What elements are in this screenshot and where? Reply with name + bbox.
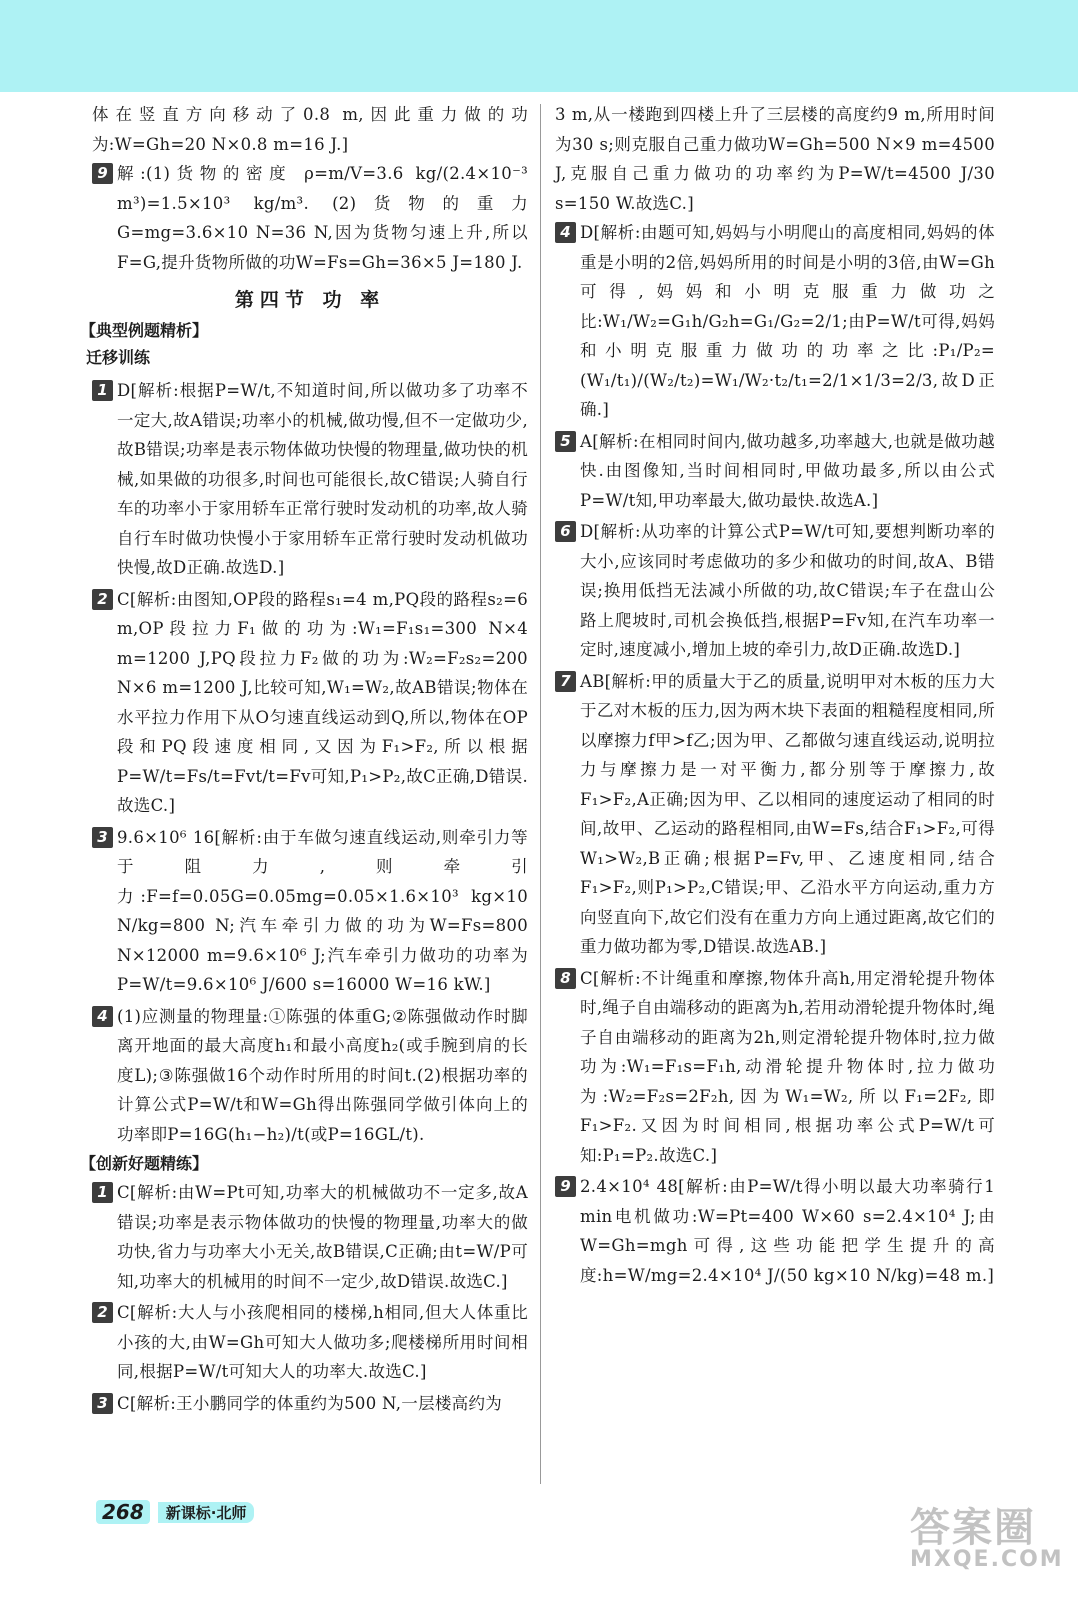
answer-item	[92, 1178, 528, 1296]
answer-item	[555, 1172, 995, 1290]
question-number: 5	[555, 431, 576, 452]
answer-text: 解:(1)货物的密度 ρ=m/V=3.6 kg/(2.4×10⁻³ m³)=1.5×10³ kg/m³. (2)货物的重力G=mg=3.6×10 N=36 N,因为货物匀速上升,所以F=G,提升货物所做的功W=Fs=Gh=36×5 J=180 J.	[117, 164, 528, 272]
question-number: 3	[92, 1393, 113, 1414]
answer-item	[555, 964, 995, 1171]
continuation-text: 体在竖直方向移动了0.8 m,因此重力做的功为:W=Gh=20 N×0.8 m=16 J.]	[92, 105, 528, 154]
answer-item	[92, 1298, 528, 1387]
answer-item	[92, 1002, 528, 1150]
question-number: 4	[92, 1006, 113, 1027]
question-number: 2	[92, 1302, 113, 1323]
section-title: 第四节 功 率	[234, 289, 386, 311]
question-number: 7	[555, 671, 576, 692]
watermark-logo	[910, 1496, 1064, 1596]
answer-item	[555, 218, 995, 425]
watermark-mark: 答案圈	[910, 1505, 1036, 1551]
page-number: 268	[96, 1500, 150, 1524]
heading-typical-examples: 【典型例题精析】	[80, 321, 209, 340]
answer-item	[555, 427, 995, 516]
answer-text: C[解析:不计绳重和摩擦,物体升高h,用定滑轮提升物体时,绳子自由端移动的距离为h,若用动滑轮提升物体时,绳子自由端移动的距离为2h,则定滑轮提升物体时,拉力做功为:W₁=F₁s=F₁h,动滑轮提升物体时,拉力做功为:W₂=F₂s=2F₂h,因为W₁=W₂,所以F₁=2F₂,即F₁>F₂.又因为时间相同,根据功率公式P=W/t可知:P₁=P₂.故选C.]	[580, 968, 995, 1165]
left-column	[80, 100, 528, 1420]
question-number: 4	[555, 222, 576, 243]
answer-text: D[解析:由题可知,妈妈与小明爬山的高度相同,妈妈的体重是小明的2倍,妈妈所用的时间是小明的3倍,由W=Gh可得,妈妈和小明克服重力做功之比:W₁/W₂=G₁h/G₂h=G₁/G₂=2/1;由P=W/t可得,妈妈和小明克服重力做功的功率之比:P₁/P₂=(W₁/t₁)/(W₂/t₂)=W₁/W₂·t₂/t₁=2/1×1/3=2/3,故D正确.]	[580, 223, 995, 419]
answer-text: D[解析:从功率的计算公式P=W/t可知,要想判断功率的大小,应该同时考虑做功的多少和做功的时间,故A、B错误;换用低挡无法减小所做的功,故C错误;车子在盘山公路上爬坡时,司机会换低挡,根据P=Fv知,在汽车功率一定时,速度减小,增加上坡的牵引力,故D正确.故选D.]	[580, 522, 995, 659]
heading-innovative-problems: 【创新好题精练】	[80, 1154, 209, 1173]
question-number: 9	[555, 1176, 576, 1197]
question-number: 6	[555, 521, 576, 542]
answer-text: C[解析:由图知,OP段的路程s₁=4 m,PQ段的路程s₂=6 m,OP段拉力F₁做的功为:W₁=F₁s₁=300 N×4 m=1200 J,PQ段拉力F₂做的功为:W₂=F₂s₂=200 N×6 m=1200 J,比较可知,W₁=W₂,故AB错误;物体在水平拉力作用下从O匀速直线运动到Q,所以,物体在OP段和PQ段速度相同,又因为F₁>F₂,所以根据P=W/t=Fs/t=Fvt/t=Fv可知,P₁>P₂,故C正确,D错误.故选C.]	[117, 589, 528, 815]
answer-item	[92, 585, 528, 821]
question-number: 1	[92, 1182, 113, 1203]
continuation-text: 3 m,从一楼跑到四楼上升了三层楼的高度约9 m,所用时间为30 s;则克服自己重力做功W=Gh=500 N×9 m=4500 J,克服自己重力做功的功率约为P=W/t=4500 J/30 s=150 W.故选C.]	[555, 105, 995, 213]
answer-item	[92, 159, 528, 277]
footer-label: 新课标·北师	[158, 1502, 255, 1523]
answer-item	[92, 1389, 528, 1419]
answer-text: C[解析:大人与小孩爬相同的楼梯,h相同,但大人体重比小孩的大,由W=Gh可知大人做功多;爬楼梯所用时间相同,根据P=W/t可知大人的功率大.故选C.]	[117, 1303, 528, 1381]
answer-item	[92, 823, 528, 1000]
question-number: 2	[92, 589, 113, 610]
question-number: 3	[92, 827, 113, 848]
right-column	[555, 100, 995, 1292]
answer-text: A[解析:在相同时间内,做功越多,功率越大,也就是做功越快.由图像知,当时间相同时,甲做功最多,所以由公式P=W/t知,甲功率最大,做功最快.故选A.]	[580, 431, 995, 510]
question-number: 8	[555, 968, 576, 989]
answer-item	[92, 376, 528, 583]
watermark-url: MXQE.COM	[910, 1547, 1064, 1572]
answer-text: 9.6×10⁶ 16[解析:由于车做匀速直线运动,则牵引力等于阻力,则牵引力:F=f=0.05G=0.05mg=0.05×1.6×10³ kg×10 N/kg=800 N;汽车牵引力做的功为W=Fs=800 N×12000 m=9.6×10⁶ J;汽车牵引力做功的功率为P=W/t=9.6×10⁶ J/600 s=16000 W=16 kW.]	[117, 827, 528, 994]
answer-text: (1)应测量的物理量:①陈强的体重G;②陈强做动作时脚离开地面的最大高度h₁和最小高度h₂(或手腕到肩的长度L);③陈强做16个动作时所用的时间t.(2)根据功率的计算公式P=W/t和W=Gh得出陈强同学做引体向上的功率即P=16G(h₁−h₂)/t(或P=16GL/t).	[117, 1006, 528, 1144]
answer-text: C[解析:由W=Pt可知,功率大的机械做功不一定多,故A错误;功率是表示物体做功的快慢的物理量,功率大的做功快,省力与功率大小无关,故B错误,C正确;由t=W/P可知,功率大的机械用的时间不一定少,故D错误.故选C.]	[117, 1183, 528, 1291]
answer-text: 2.4×10⁴ 48[解析:由P=W/t得小明以最大功率骑行1 min电机做功:W=Pt=400 W×60 s=2.4×10⁴ J;由W=Gh=mgh可得,这些功能把学生提升的高度:h=W/mg=2.4×10⁴ J/(50 kg×10 N/kg)=48 m.]	[580, 1177, 995, 1285]
answer-text: C[解析:王小鹏同学的体重约为500 N,一层楼高约为	[117, 1393, 503, 1413]
top-color-band	[0, 0, 1078, 92]
answer-text: AB[解析:甲的质量大于乙的质量,说明甲对木板的压力大于乙对木板的压力,因为两木块下表面的粗糙程度相同,所以摩擦力f甲>f乙;因为甲、乙都做匀速直线运动,说明拉力与摩擦力是一对平衡力,都分别等于摩擦力,故F₁>F₂,A正确;因为甲、乙以相同的速度运动了相同的时间,故甲、乙运动的路程相同,由W=Fs,结合F₁>F₂,可得W₁>W₂,B正确;根据P=Fv,甲、乙速度相同,结合F₁>F₂,则P₁>P₂,C错误;甲、乙沿水平方向运动,重力方向竖直向下,故它们没有在重力方向上通过距离,故它们的重力做功都为零,D错误.故选AB.]	[580, 671, 995, 956]
answer-item	[555, 517, 995, 665]
answer-item	[555, 667, 995, 962]
page-footer	[96, 1500, 254, 1524]
column-divider	[540, 104, 541, 1484]
answer-text: D[解析:根据P=W/t,不知道时间,所以做功多了功率不一定大,故A错误;功率小的机械,做功慢,但不一定做功少,故B错误;功率是表示物体做功快慢的物理量,做功快的机械,如果做的功很多,时间也可能很长,故C错误;人骑自行车的功率小于家用轿车正常行驶时发动机的功率,故人骑自行车时做功快慢小于家用轿车正常行驶时发动机做功快慢,故D正确.故选D.]	[117, 381, 528, 577]
heading-transfer-training: 迁移训练	[86, 348, 151, 367]
question-number: 1	[92, 380, 113, 401]
question-number: 9	[92, 163, 113, 184]
